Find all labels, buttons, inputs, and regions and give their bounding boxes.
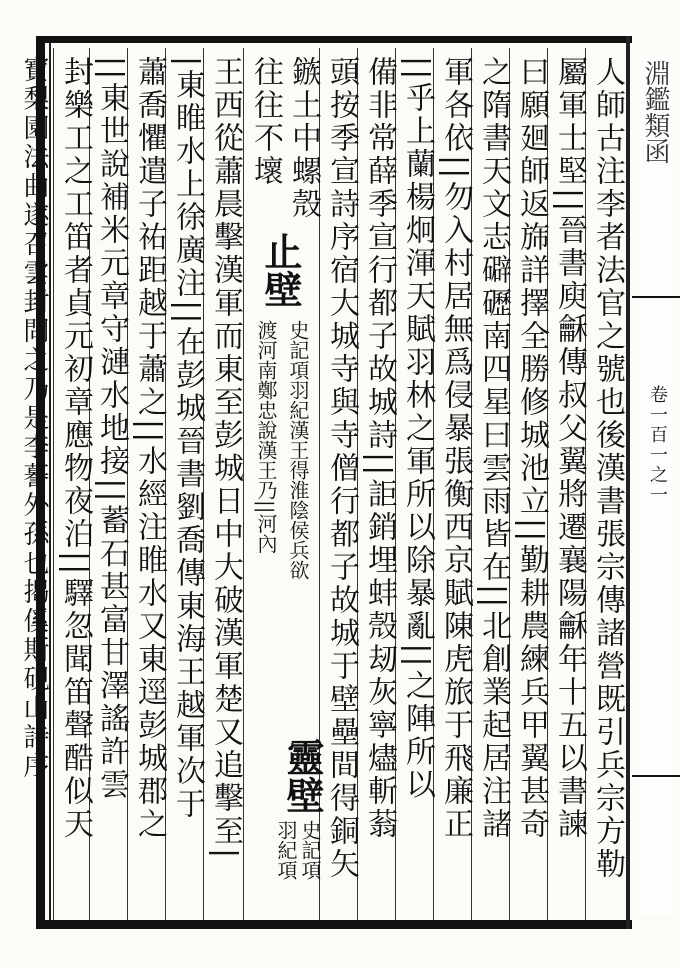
text-column-4: 之隋書天文志礔礰南四星曰雲雨皆在||北創業起居注諸 [476, 56, 511, 842]
text-column-5: 軍各依||勿入村居無爲侵暴張衡西京賦陳虎旅于飛廉正 [438, 56, 473, 842]
headword-zhibi-source: 史記項羽紀漢王得淮陰侯兵欲 [286, 320, 310, 580]
frame-bottom-border [36, 920, 632, 929]
headword-lingbi: 靈壁 [280, 738, 325, 814]
headword-zhibi: 止壁 [258, 232, 303, 308]
text-column-1: 人師古注李者法官之號也後漢書張宗傳諸營既引兵宗方勒 [590, 56, 625, 881]
text-column-10: 往往不壞 [248, 56, 283, 188]
text-column-9: 鏃土中螺殼 [286, 56, 321, 221]
gutter-divider [632, 775, 680, 777]
text-column-11: 王西從蕭晨擊漢軍而東至彭城日中大破漢軍楚又追擊至| [208, 56, 243, 862]
gutter-book-title: 淵鑑類函 [640, 60, 670, 164]
text-column-3: 曰願廻師返旆詳擇全勝修城池立||勤耕農練兵甲翼甚奇 [514, 56, 549, 842]
gutter-volume-label: 卷一百一之一 [647, 385, 668, 505]
headword-zhibi-note: 渡河南鄭忠說漢王乃||河內 [254, 320, 278, 554]
text-column-6: ||乎上蘭楊炯渾天賦羽林之軍所以除暴亂||之陣所以 [400, 56, 435, 802]
frame-right-border [626, 36, 630, 929]
text-column-13: 蕭喬懼遣子祐距越于蕭之||水經注睢水又東逕彭城郡之 [132, 56, 167, 842]
text-column-15: 封樂工之工笛者貞元初章應物夜泊||驛忽聞笛聲酷似天 [58, 56, 93, 842]
headword-lingbi-note: 羽紀項 [274, 820, 298, 880]
text-column-12: |東睢水上徐廣注||在彭城晉書劉喬傳東海王越軍次于 [170, 56, 205, 822]
text-column-7: 備非常薛季宣行都子故城詩||詎銷埋蚌殼刼灰寧燼斬蓊 [362, 56, 397, 842]
text-column-8: 頭按季宣詩序宿大城寺與寺僧行都子故城于壁壘間得銅矢 [324, 56, 359, 881]
gutter-divider [632, 296, 680, 298]
text-column-16: 寶梨園法曲遂召雲封問之乃是李謩外孫也揭傒斯硯山詩序 [19, 56, 49, 781]
text-column-14: ||東世說補米元章守漣水地接||蓄石甚富甘澤謠許雲 [94, 56, 129, 802]
text-column-2: 屬軍士堅||晉書庾龢傳叔父翼將遷襄陽龢年十五以書諫 [552, 56, 587, 842]
column-rule [53, 48, 54, 920]
frame-top-border [36, 36, 632, 43]
headword-lingbi-source: 史記項 [298, 820, 322, 880]
